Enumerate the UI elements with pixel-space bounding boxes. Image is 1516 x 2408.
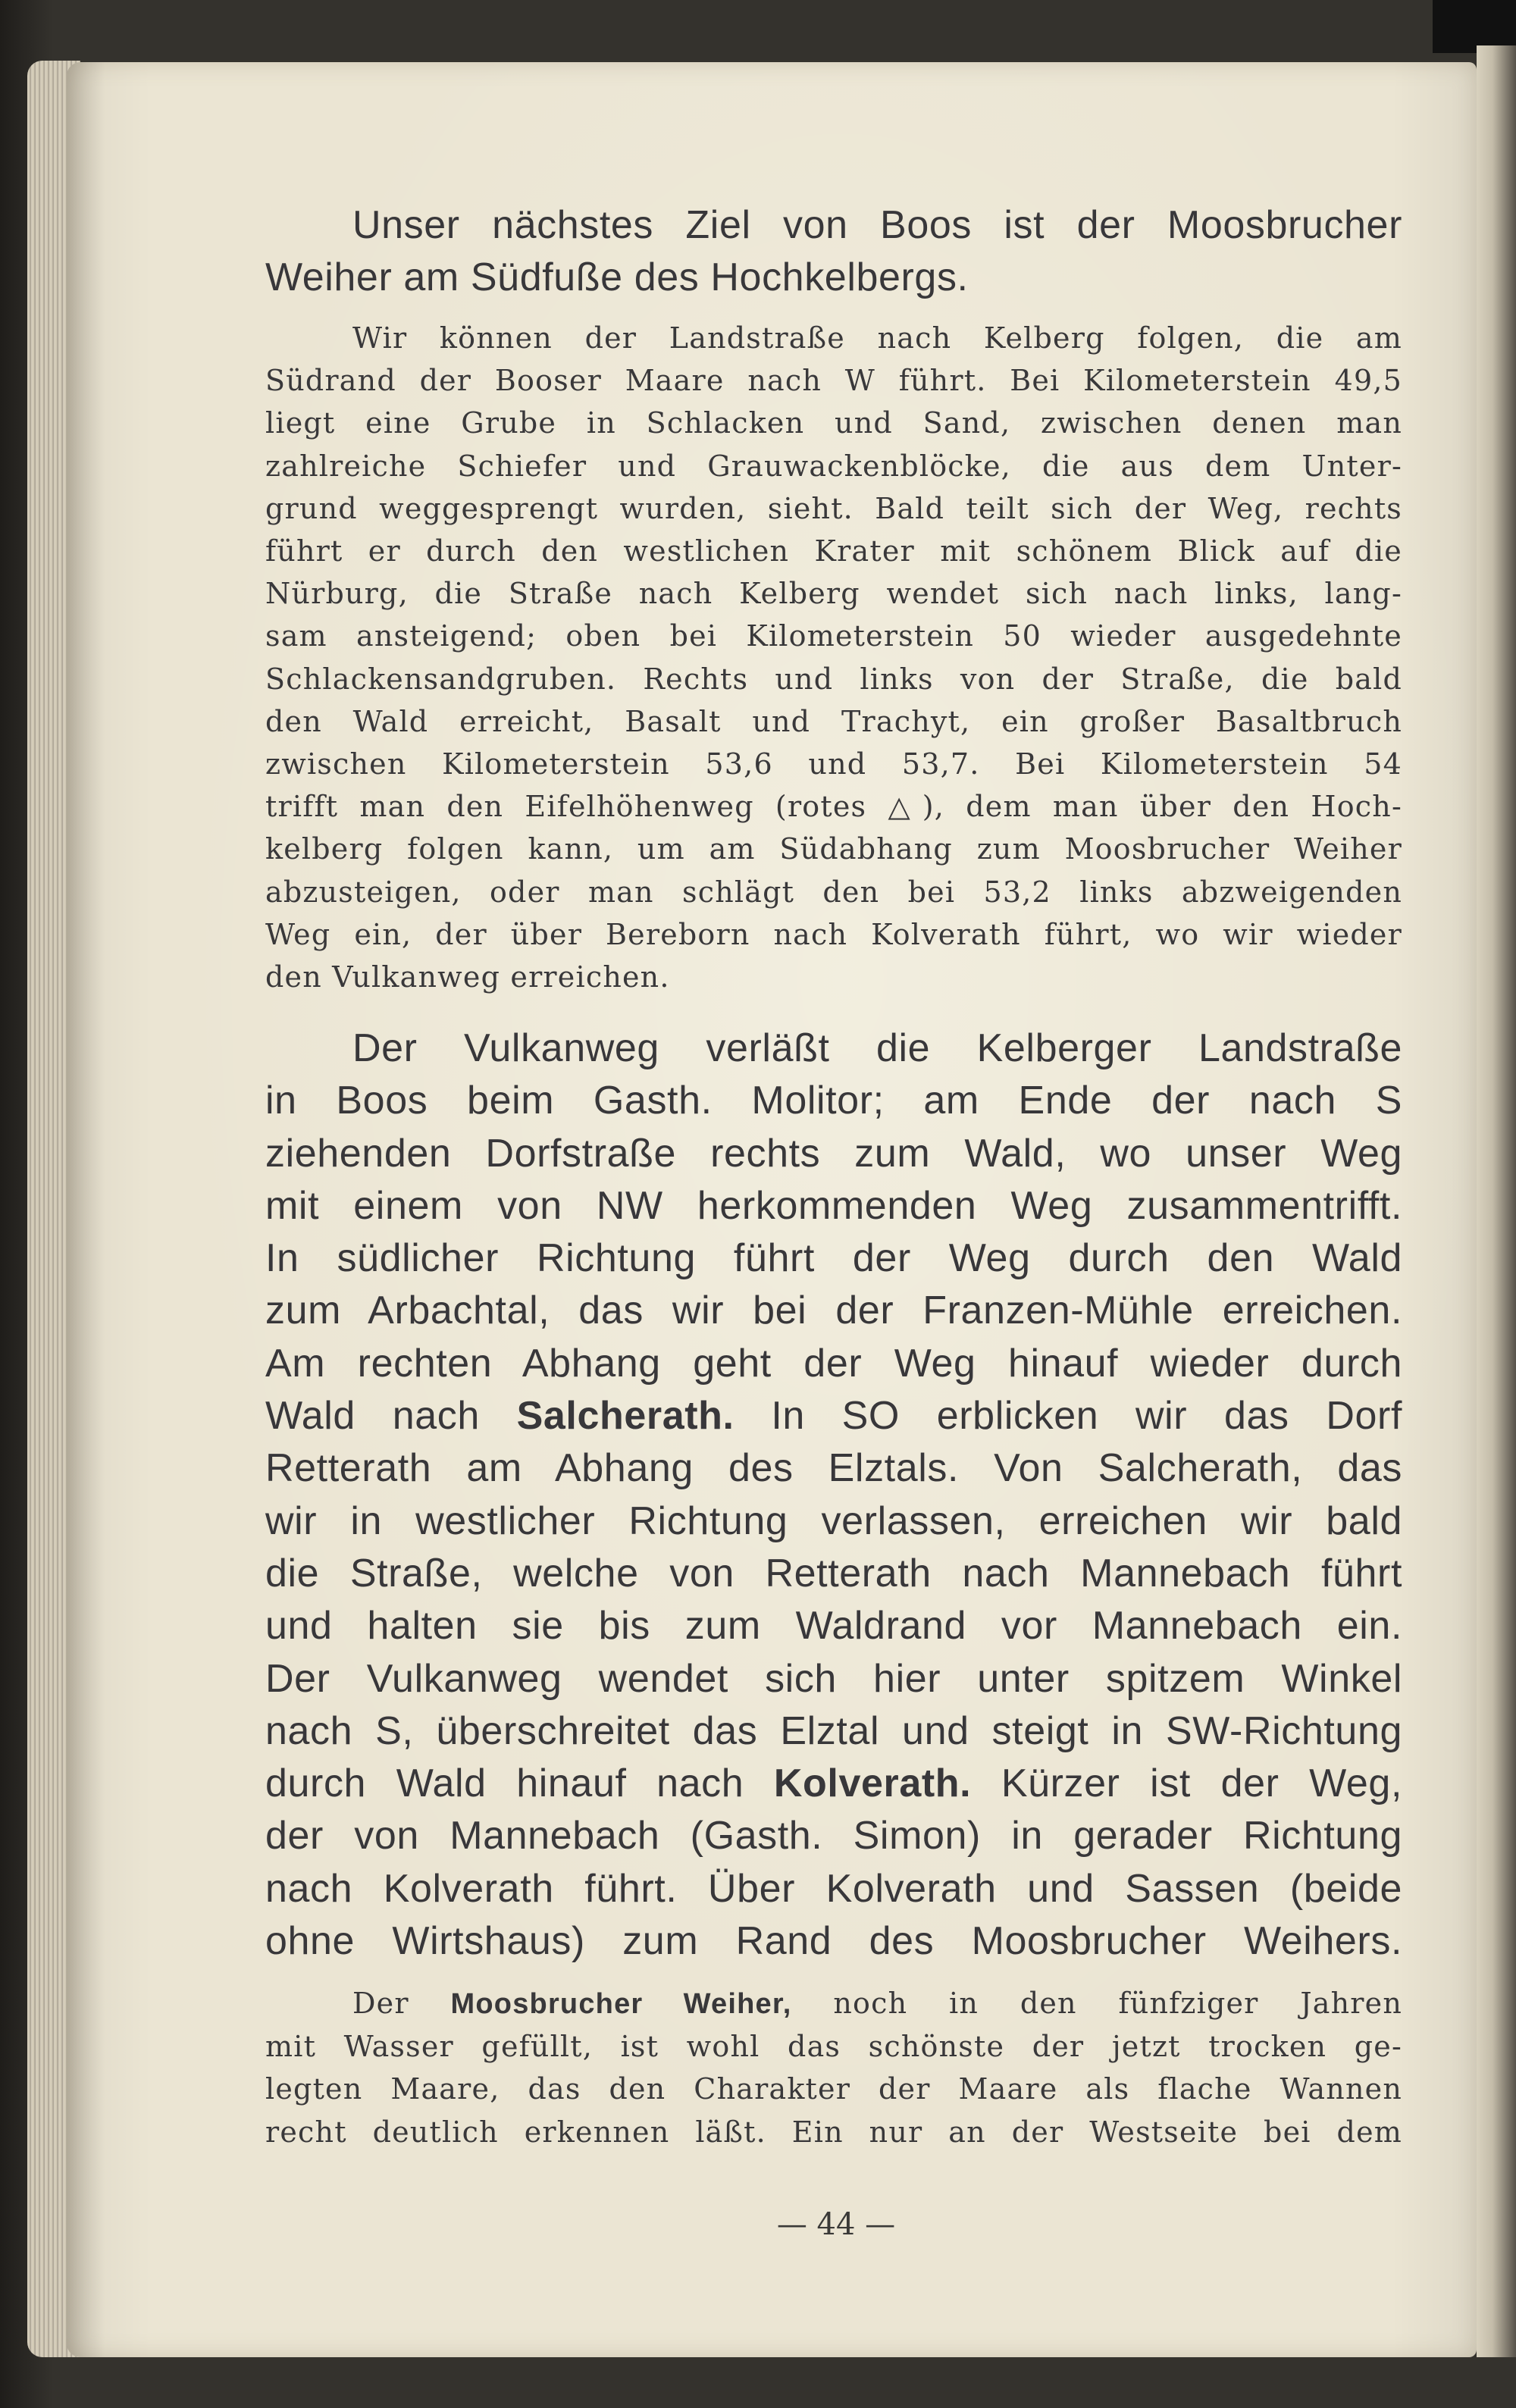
text-line	[265, 1390, 1402, 1442]
text-segment: durch Wald hinauf nach	[265, 1761, 774, 1806]
text-line: Wir können der Landstraße nach Kelberg folgen, die am	[352, 321, 1402, 355]
text-line: in Boos beim Gasth. Molitor; am Ende der nach S	[265, 1079, 1402, 1123]
text-line: zwischen Kilometerstein 53,6 und 53,7. Bei Kilometerstein 54	[265, 747, 1402, 781]
intro-paragraph	[265, 199, 1402, 305]
route-paragraph	[265, 317, 1402, 998]
text-line: Weg ein, der über Bereborn nach Kolverath führt, wo wir wieder	[265, 917, 1402, 951]
text-line: Retterath am Abhang des Elztals. Von Salcherath, das	[265, 1446, 1402, 1491]
text-line: mit Wasser gefüllt, ist wohl das schönste der jetzt trocken ge-	[265, 2030, 1402, 2064]
text-line: Schlackensandgruben. Rechts und links von der Straße, die bald	[265, 662, 1402, 696]
text-line: die Straße, welche von Retterath nach Mannebach führt	[265, 1551, 1402, 1595]
text-line: Südrand der Booser Maare nach W führt. Bei Kilometerstein 49,5	[265, 364, 1402, 398]
text-segment: In SO erblicken wir das Dorf	[734, 1394, 1403, 1439]
text-line: Nürburg, die Straße nach Kelberg wendet sich nach links, lang-	[265, 577, 1402, 611]
text-line: abzusteigen, oder man schlägt den bei 53,2 links abzweigenden	[265, 875, 1402, 909]
text-segment: Kürzer ist der Weg,	[971, 1761, 1402, 1806]
right-page-edge	[1477, 45, 1516, 2357]
place-name-salcherath: Salcherath.	[516, 1394, 735, 1439]
text-line: liegt eine Grube in Schlacken und Sand, zwischen denen man	[265, 406, 1402, 440]
text-line: In südlicher Richtung führt der Weg durch den Wald	[265, 1236, 1402, 1281]
text-line: Der Vulkanweg wendet sich hier unter spitzem Winkel	[265, 1656, 1402, 1701]
intro-line: Weiher am Südfuße des Hochkelbergs.	[265, 255, 969, 300]
text-line: wir in westlicher Richtung verlassen, erreichen wir bald	[265, 1498, 1402, 1543]
moosbrucher-paragraph	[265, 1982, 1402, 2153]
text-segment: Der	[352, 1987, 451, 2020]
text-line: trifft man den Eifelhöhenweg (rotes △), dem man über den Hoch-	[265, 790, 1402, 824]
text-line: den Vulkanweg erreichen.	[265, 960, 670, 994]
text-line: und halten sie bis zum Waldrand vor Mannebach ein.	[265, 1604, 1402, 1649]
text-line: mit einem von NW herkommenden Weg zusammentrifft.	[265, 1183, 1402, 1228]
text-line: ohne Wirtshaus) zum Rand des Moosbrucher Weihers.	[265, 1919, 1402, 1964]
place-name-moosbrucher-weiher: Moosbrucher Weiher,	[450, 1988, 792, 2020]
text-line: führt er durch den westlichen Krater mit schönem Blick auf die	[265, 534, 1402, 568]
vulkanweg-paragraph	[265, 1022, 1402, 1968]
text-line	[265, 1982, 1402, 2025]
text-line: nach S, überschreitet das Elztal und steigt in SW-Richtung	[265, 1708, 1402, 1753]
text-line: legten Maare, das den Charakter der Maare als flache Wannen	[265, 2072, 1402, 2106]
text-line: recht deutlich erkennen läßt. Ein nur an der Westseite bei dem	[265, 2115, 1402, 2149]
text-line: Der Vulkanweg verläßt die Kelberger Landstraße	[352, 1026, 1402, 1070]
text-line: sam ansteigend; oben bei Kilometerstein 50 wieder ausgedehnte	[265, 619, 1402, 653]
page-number: — 44 —	[776, 2207, 896, 2242]
place-name-kolverath: Kolverath.	[773, 1761, 972, 1806]
text-line: zahlreiche Schiefer und Grauwackenblöcke, die aus dem Unter-	[265, 449, 1402, 483]
text-line: Am rechten Abhang geht der Weg hinauf wieder durch	[265, 1341, 1402, 1386]
text-line: der von Mannebach (Gasth. Simon) in gerader Richtung	[265, 1814, 1402, 1858]
text-line: zum Arbachtal, das wir bei der Franzen-Mühle erreichen.	[265, 1289, 1402, 1333]
intro-line: Unser nächstes Ziel von Boos ist der Moosbrucher	[352, 203, 1402, 247]
text-segment: Wald nach	[265, 1394, 517, 1439]
text-line: ziehenden Dorfstraße rechts zum Wald, wo unser Weg	[265, 1131, 1402, 1176]
text-segment: noch in den fünfziger Jahren	[791, 1987, 1403, 2020]
spine-shadow	[67, 62, 105, 2357]
text-line	[265, 1758, 1402, 1810]
text-line: kelberg folgen kann, um am Südabhang zum Moosbrucher Weiher	[265, 832, 1402, 866]
text-line: nach Kolverath führt. Über Kolverath und Sassen (beide	[265, 1866, 1402, 1911]
text-line: den Wald erreicht, Basalt und Trachyt, ein großer Basaltbruch	[265, 704, 1402, 738]
text-line: grund weggesprengt wurden, sieht. Bald teilt sich der Weg, rechts	[265, 491, 1402, 525]
